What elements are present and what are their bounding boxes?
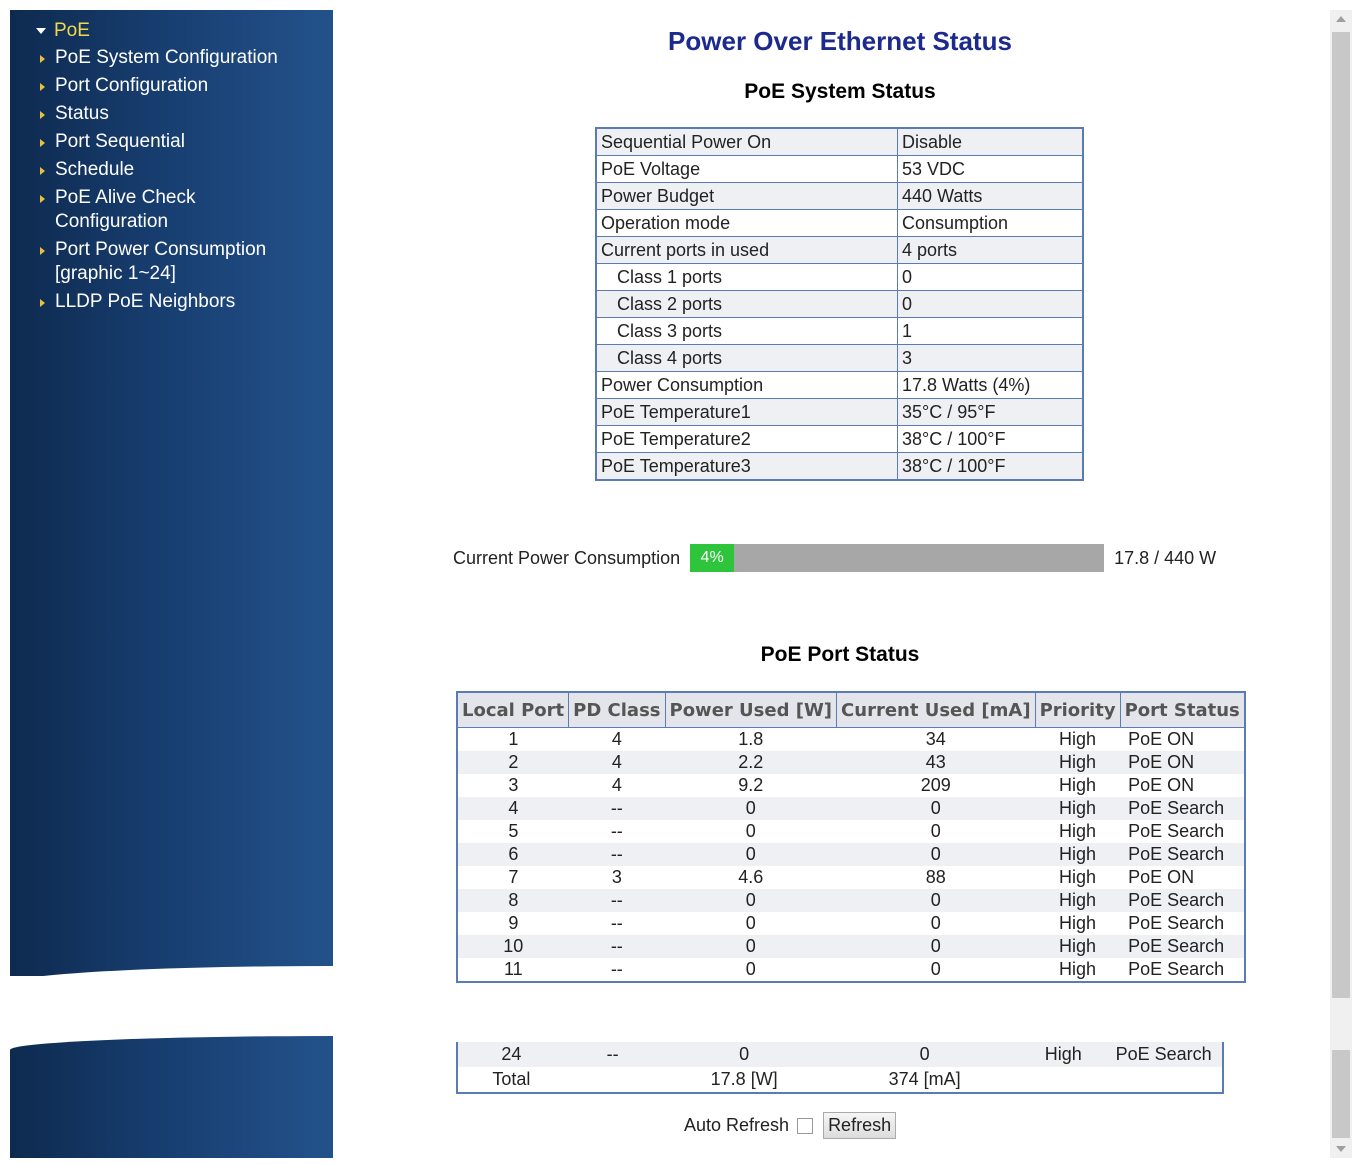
column-header: Priority (1035, 692, 1120, 728)
status-label: Class 1 ports (596, 264, 898, 291)
table-row (596, 453, 1083, 481)
table-cell: 4 (457, 797, 569, 820)
table-cell: 4.6 (738, 867, 764, 887)
sidebar-item-poe[interactable] (36, 20, 333, 42)
consumption-label: Current Power Consumption (453, 547, 681, 568)
status-label: PoE Temperature3 (596, 453, 898, 481)
sidebar-item-label: Port Power Consumption [graphic 1~24] (55, 239, 267, 284)
scroll-up-arrow-icon[interactable] (1336, 16, 1346, 22)
table-cell: High (1021, 1042, 1105, 1067)
table-cell: High (1059, 775, 1097, 795)
table-cell: High (1035, 889, 1120, 912)
table-row (457, 935, 1245, 958)
scroll-down-arrow-icon[interactable] (1336, 1146, 1346, 1152)
table-cell: High (1059, 821, 1097, 841)
auto-refresh-label: Auto Refresh (684, 1115, 790, 1135)
sidebar-item-port-configuration[interactable] (36, 74, 333, 98)
port-status-title: PoE Port Status (760, 643, 920, 666)
table-row (457, 797, 1245, 820)
column-header: PD Class (569, 692, 665, 728)
table-cell: 0 (745, 821, 756, 841)
column-header: Power Used [W] (665, 692, 837, 728)
table-cell: 0 (837, 797, 1036, 820)
status-value: 35°C / 95°F (898, 399, 1084, 426)
table-row (596, 318, 1083, 345)
status-value: 3 (898, 345, 1084, 372)
table-row (596, 237, 1083, 264)
table-cell: -- (569, 935, 665, 958)
table-cell: -- (569, 797, 665, 820)
table-row (596, 264, 1083, 291)
table-cell: 0 (930, 821, 941, 841)
sidebar-item-poe-alive-check[interactable] (36, 186, 333, 234)
power-consumption-meter (453, 544, 1216, 572)
total-current: 374 [mA] (888, 1069, 961, 1089)
total-label: Total (492, 1069, 531, 1089)
table-row (596, 345, 1083, 372)
scrollbar-thumb[interactable] (1332, 32, 1350, 998)
table-cell: 1 (508, 729, 519, 749)
chevron-right-icon (40, 195, 45, 203)
table-cell: 4 (569, 751, 665, 774)
status-value: 53 VDC (898, 156, 1084, 183)
status-value: 0 (898, 291, 1084, 318)
table-row (457, 889, 1245, 912)
status-label: Class 3 ports (596, 318, 898, 345)
table-cell: High (1059, 959, 1097, 979)
status-value: Consumption (898, 210, 1084, 237)
refresh-button[interactable]: Refresh (823, 1112, 896, 1139)
sidebar-item-status[interactable] (36, 102, 333, 126)
table-cell: PoE ON (1128, 775, 1195, 795)
table-cell: PoE ON (1120, 751, 1245, 774)
status-label: PoE Voltage (596, 156, 898, 183)
vertical-scrollbar[interactable] (1330, 10, 1352, 1158)
sidebar-lower-section (10, 1036, 333, 1158)
consumption-bar (690, 544, 1104, 572)
table-cell: High (1035, 797, 1120, 820)
table-cell: 4 (611, 775, 622, 795)
table-cell: High (1059, 913, 1097, 933)
table-cell: PoE Search (1120, 797, 1245, 820)
table-row (457, 958, 1245, 982)
table-cell: 8 (457, 889, 569, 912)
table-row (596, 183, 1083, 210)
refresh-controls (684, 1112, 896, 1139)
port-status-table-tail (456, 1042, 1224, 1094)
table-cell: 88 (925, 867, 946, 887)
table-cell: 0 (837, 935, 1036, 958)
sidebar-item-port-power-consumption[interactable] (36, 238, 333, 286)
table-cell: 24 (457, 1042, 565, 1067)
table-row (596, 291, 1083, 318)
table-cell: -- (610, 821, 623, 841)
table-cell: -- (569, 889, 665, 912)
table-cell: 0 (665, 843, 837, 866)
sidebar-item-poe-system-configuration[interactable] (36, 46, 333, 70)
chevron-down-icon (36, 28, 46, 34)
table-cell: -- (569, 843, 665, 866)
table-cell: PoE Search (1120, 843, 1245, 866)
status-value: 4 ports (898, 237, 1084, 264)
sidebar-menu (10, 10, 333, 314)
status-value: 1 (898, 318, 1084, 345)
column-header: Local Port (457, 692, 569, 728)
chevron-right-icon (40, 299, 45, 307)
sidebar-item-label: LLDP PoE Neighbors (55, 291, 236, 312)
table-row (596, 156, 1083, 183)
status-value: 38°C / 100°F (898, 426, 1084, 453)
table-cell: PoE Search (1105, 1042, 1223, 1067)
system-status-table (595, 127, 1084, 481)
status-value: 440 Watts (898, 183, 1084, 210)
table-cell: 0 (930, 959, 941, 979)
status-label: Operation mode (596, 210, 898, 237)
table-cell: PoE ON (1128, 729, 1195, 749)
table-cell: 0 (828, 1042, 1021, 1067)
table-cell: 0 (837, 889, 1036, 912)
table-row (457, 1042, 1223, 1067)
table-cell: 11 (503, 959, 523, 979)
chevron-right-icon (40, 167, 45, 175)
table-cell: 6 (457, 843, 569, 866)
table-cell: High (1059, 729, 1097, 749)
table-cell: 10 (457, 935, 569, 958)
sidebar-root-label: PoE (54, 20, 90, 41)
page-title: Power Over Ethernet Status (668, 26, 1012, 56)
table-cell: 3 (508, 775, 519, 795)
total-power: 17.8 [W] (710, 1069, 778, 1089)
table-row (596, 128, 1083, 156)
table-cell: 3 (611, 867, 622, 887)
scrollbar-thumb-lower[interactable] (1332, 1050, 1350, 1138)
auto-refresh-checkbox[interactable] (797, 1118, 813, 1134)
table-row (596, 372, 1083, 399)
sidebar-item-label: Status (55, 103, 109, 124)
table-cell: 0 (745, 959, 756, 979)
status-label: Sequential Power On (596, 128, 898, 156)
table-cell: 5 (508, 821, 519, 841)
status-value: 38°C / 100°F (898, 453, 1084, 481)
table-cell: 0 (665, 797, 837, 820)
status-value: 0 (898, 264, 1084, 291)
total-row (457, 1067, 1223, 1093)
table-cell: 0 (665, 889, 837, 912)
table-row (457, 728, 1245, 752)
consumption-watts: 17.8 / 440 W (1114, 547, 1217, 568)
status-label: Power Consumption (596, 372, 898, 399)
sidebar-item-label: Port Configuration (55, 75, 209, 96)
table-cell: PoE Search (1128, 821, 1225, 841)
table-row (596, 399, 1083, 426)
table-cell: -- (610, 959, 623, 979)
system-status-title: PoE System Status (744, 80, 936, 103)
table-cell: 209 (920, 775, 951, 795)
column-header: Current Used [mA] (837, 692, 1036, 728)
table-cell: PoE Search (1128, 959, 1225, 979)
chevron-right-icon (40, 139, 45, 147)
status-label: Class 2 ports (596, 291, 898, 318)
status-label: Class 4 ports (596, 345, 898, 372)
table-row (457, 820, 1245, 843)
table-cell: PoE Search (1120, 935, 1245, 958)
main-content (340, 0, 1330, 1165)
sidebar-item-label: Port Sequential (55, 131, 185, 152)
chevron-right-icon (40, 55, 45, 63)
table-cell: 7 (508, 867, 519, 887)
screenshot-cut-gap (340, 990, 1362, 1038)
table-cell: 0 (665, 935, 837, 958)
sidebar-item-label: Schedule (55, 159, 135, 180)
table-row (596, 426, 1083, 453)
table-row (596, 210, 1083, 237)
table-cell: PoE Search (1120, 889, 1245, 912)
table-row (457, 866, 1245, 889)
table-cell: 2.2 (665, 751, 837, 774)
status-value: Disable (898, 128, 1084, 156)
table-cell: -- (565, 1042, 661, 1067)
consumption-bar-fill: 4% (690, 544, 734, 572)
table-cell: 9.2 (738, 775, 764, 795)
status-label: PoE Temperature2 (596, 426, 898, 453)
table-cell: 1.8 (738, 729, 764, 749)
table-cell: 2 (457, 751, 569, 774)
sidebar-item-label: PoE Alive Check Configuration (55, 187, 196, 232)
table-cell: High (1035, 935, 1120, 958)
table-cell: High (1059, 867, 1097, 887)
sidebar-item-schedule[interactable] (36, 158, 333, 182)
table-cell: 0 (745, 913, 756, 933)
table-cell: 4 (611, 729, 622, 749)
status-label: Current ports in used (596, 237, 898, 264)
table-cell: 9 (508, 913, 519, 933)
table-cell: -- (610, 913, 623, 933)
table-cell: 0 (837, 843, 1036, 866)
table-cell: 0 (930, 913, 941, 933)
table-cell: PoE ON (1128, 867, 1195, 887)
table-cell: PoE Search (1128, 913, 1225, 933)
sidebar-item-lldp-poe-neighbors[interactable] (36, 290, 333, 314)
table-row (457, 843, 1245, 866)
table-cell: High (1035, 843, 1120, 866)
sidebar-item-label: PoE System Configuration (55, 47, 278, 68)
chevron-right-icon (40, 247, 45, 255)
table-cell: 34 (925, 729, 946, 749)
table-row (457, 751, 1245, 774)
column-header: Port Status (1120, 692, 1245, 728)
table-cell: High (1035, 751, 1120, 774)
status-label: Power Budget (596, 183, 898, 210)
status-label: PoE Temperature1 (596, 399, 898, 426)
chevron-right-icon (40, 111, 45, 119)
chevron-right-icon (40, 83, 45, 91)
table-cell: 0 (660, 1042, 828, 1067)
table-row (457, 774, 1245, 797)
table-row (457, 912, 1245, 935)
port-status-table (456, 691, 1246, 983)
sidebar (10, 10, 333, 976)
table-cell: 43 (837, 751, 1036, 774)
status-value: 17.8 Watts (4%) (898, 372, 1084, 399)
sidebar-item-port-sequential[interactable] (36, 130, 333, 154)
